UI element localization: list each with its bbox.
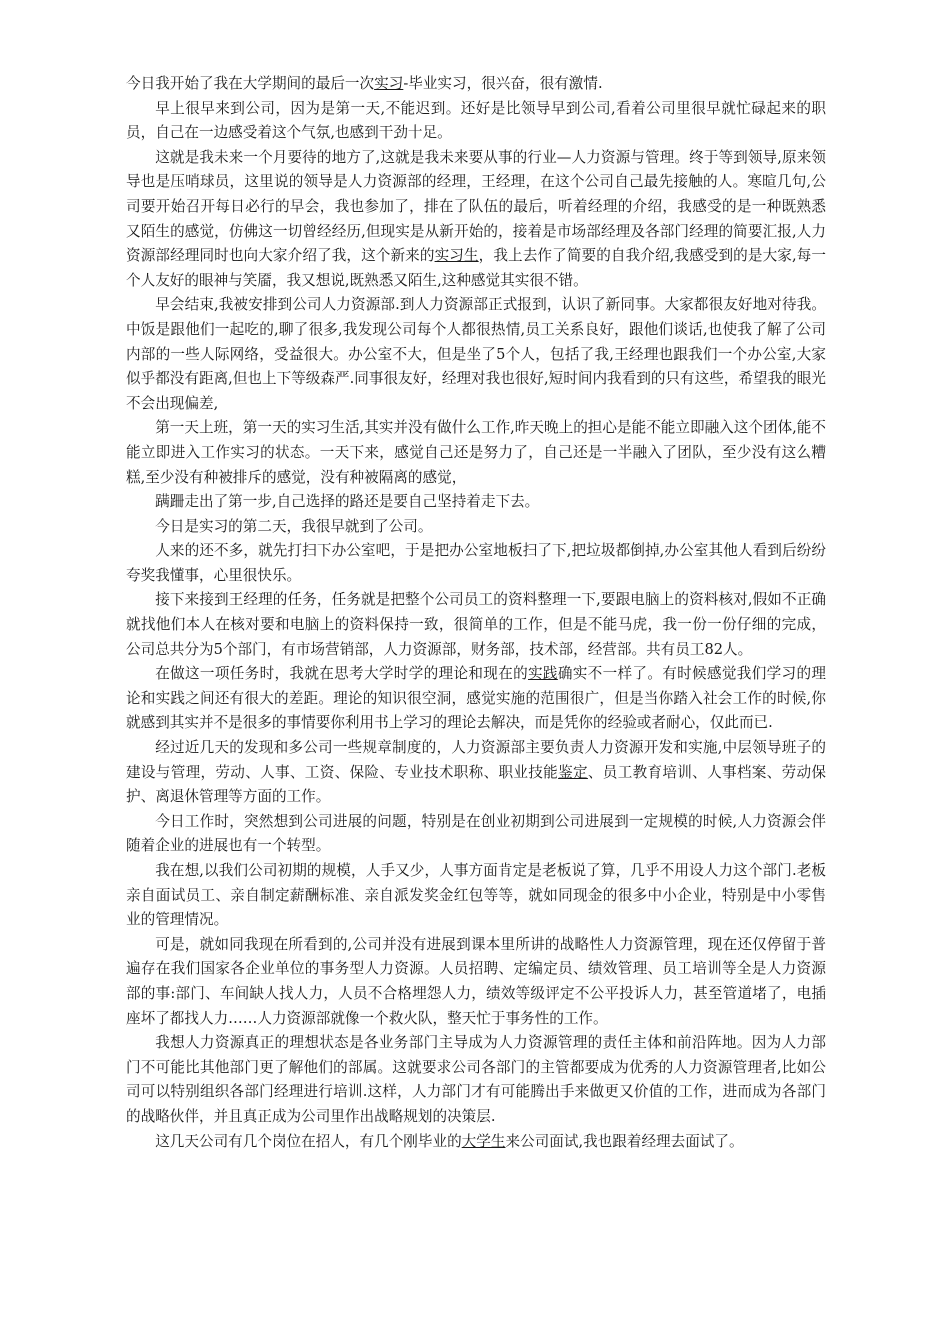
paragraph-text: 早上很早来到公司，因为是第一天,不能迟到。还好是比领导早到公司,看着公司里很早就忙碌起来的职员，自己在一边感受着这个气氛,也感到干劲十足。: [126, 99, 826, 142]
paragraph: [126, 490, 826, 515]
paragraph: [126, 97, 826, 146]
paragraph: [126, 736, 826, 810]
paragraph-text: 这几天公司有几个岗位在招人，有几个刚毕业的: [155, 1132, 462, 1150]
hyperlink[interactable]: 实习生: [434, 247, 479, 265]
paragraph: [126, 293, 826, 416]
paragraph: [126, 416, 826, 490]
paragraph-text: 接下来接到王经理的任务，任务就是把整个公司员工的资料整理一下,要跟电脑上的资料核对,假如不正确就找他们本人在核对要和电脑上的资料保持一致，很简单的工作，但是不能马虎，我一份一份仔细的完成，公司总共分为5个部门，有市场营销部，人力资源部，财务部，技术部，经营部。共有员工82人。: [126, 591, 826, 658]
hyperlink[interactable]: 鉴定: [558, 763, 588, 781]
paragraph: [126, 146, 826, 294]
paragraph-text: ，我上去作了简要的自我介绍,我感受到的是大家,每一个人友好的眼神与笑靥，我又想说,既熟悉又陌生,这种感觉其实很不错。: [126, 247, 826, 289]
paragraph: [126, 933, 826, 1031]
paragraph: [126, 662, 826, 736]
paragraph-text: -毕业实习，很兴奋，很有激情.: [403, 75, 603, 92]
paragraph-text: 确实不一样了。有时候感觉我们学习的理论和实践之间还有很大的差距。理论的知识很空洞，感觉实施的范围很广，但是当你踏入社会工作的时候,你就感到其实并不是很多的事情要你利用书上学习的理论去解决，而是凭你的经验或者耐心，仅此而已.: [126, 665, 826, 732]
paragraph-text: 来公司面试,我也跟着经理去面试了。: [505, 1132, 744, 1150]
paragraph: [126, 1031, 826, 1129]
paragraph: [126, 515, 826, 540]
paragraph-text: 可是，就如同我现在所看到的,公司并没有进展到课本里所讲的战略性人力资源管理，现在还仅停留于普遍存在我们国家各企业单位的事务型人力资源。人员招聘、定编定员、绩效管理、员工培训等全是人力资源部的事:部门、车间缺人找人力，人员不合格埋怨人力，绩效等级评定不公平投诉人力，甚至管道堵了，电插座坏了都找人力……人力资源部就像一个救火队，整天忙于事务性的工作。: [126, 935, 826, 1027]
paragraph: [126, 1130, 826, 1155]
paragraph-text: 第一天上班，第一天的实习生活,其实并没有做什么工作,昨天晚上的担心是能不能立即融入这个团体,能不能立即进入工作实习的状态。一天下来，感觉自己还是努力了，自己还是一半融入了团队，至少没有这么糟糕,至少没有种被排斥的感觉，没有种被隔离的感觉，: [126, 419, 826, 486]
hyperlink[interactable]: 实践: [528, 665, 558, 683]
paragraph: [126, 72, 826, 97]
paragraph-text: 经过近几天的发现和多公司一些规章制度的，人力资源部主要负责人力资源开发和实施,中层领导班子的建设与管理，劳动、人事、工资、保险、专业技术职称、职业技能: [126, 739, 826, 781]
paragraph: [126, 859, 826, 933]
document-body: [126, 72, 826, 1154]
hyperlink[interactable]: 大学生: [461, 1132, 506, 1150]
paragraph-text: 在做这一项任务时，我就在思考大学时学的理论和现在的: [155, 665, 529, 683]
paragraph: [126, 810, 826, 859]
paragraph: [126, 588, 826, 662]
hyperlink[interactable]: 实习: [374, 75, 404, 92]
paragraph-text: 、员工教育培训、人事档案、劳动保护、离退休管理等方面的工作。: [126, 763, 826, 806]
paragraph-text: 人来的还不多，就先打扫下办公室吧，于是把办公室地板扫了下,把垃圾都倒掉,办公室其他人看到后纷纷夸奖我懂事，心里很快乐。: [126, 542, 826, 584]
paragraph-text: 早会结束,我被安排到公司人力资源部.到人力资源部正式报到，认识了新同事。大家都很友好地对待我。中饭是跟他们一起吃的,聊了很多,我发现公司每个人都很热情,员工关系良好，跟他们谈话,也使我了解了公司内部的一些人际网络，受益很大。办公室不大，但是坐了5个人，包括了我,王经理也跟我们一个办公室,大家似乎都没有距离,但也上下等级森严.同事很友好，经理对我也很好,短时间内我看到的只有这些，希望我的眼光不会出现偏差,: [126, 296, 826, 412]
paragraph-text: 今日我开始了我在大学期间的最后一次: [126, 75, 375, 92]
paragraph-text: 今日是实习的第二天，我很早就到了公司。: [155, 517, 433, 535]
paragraph-text: 我在想,以我们公司初期的规模，人手又少，人事方面肯定是老板说了算，几乎不用设人力这个部门.老板亲自面试员工、亲自制定薪酬标准、亲自派发奖金红包等等，就如同现金的很多中小企业，特别是中小零售业的管理情况。: [126, 862, 826, 929]
paragraph-text: 今日工作时，突然想到公司进展的问题，特别是在创业初期到公司进展到一定规模的时候,人力资源会伴随着企业的进展也有一个转型。: [126, 812, 826, 855]
paragraph-text: 我想人力资源真正的理想状态是各业务部门主导成为人力资源管理的责任主体和前沿阵地。因为人力部门不可能比其他部门更了解他们的部属。这就要求公司各部门的主管都要成为优秀的人力资源管理者,比如公司可以特别组织各部门经理进行培训.这样，人力部门才有可能腾出手来做更又价值的工作，进而成为各部门的战略伙伴，并且真正成为公司里作出战略规划的决策层.: [126, 1034, 826, 1125]
paragraph-text: 这就是我未来一个月要待的地方了,这就是我未来要从事的行业—人力资源与管理。终于等到领导,原来领导也是压哨球员，这里说的领导是人力资源部的经理，王经理，在这个公司自己最先接触的人。寒暄几句,公司要开始召开每日必行的早会，我也参加了，排在了队伍的最后，听着经理的介绍，我感受的是一种既熟悉又陌生的感觉，仿佛这一切曾经经历,但现实是从新开始的，接着是市场部经理及各部门经理的简要汇报,人力资源部经理同时也向大家介绍了我，这个新来的: [126, 148, 826, 265]
paragraph-text: 蹒跚走出了第一步,自己选择的路还是要自己坚持着走下去。: [155, 493, 540, 511]
paragraph: [126, 539, 826, 588]
